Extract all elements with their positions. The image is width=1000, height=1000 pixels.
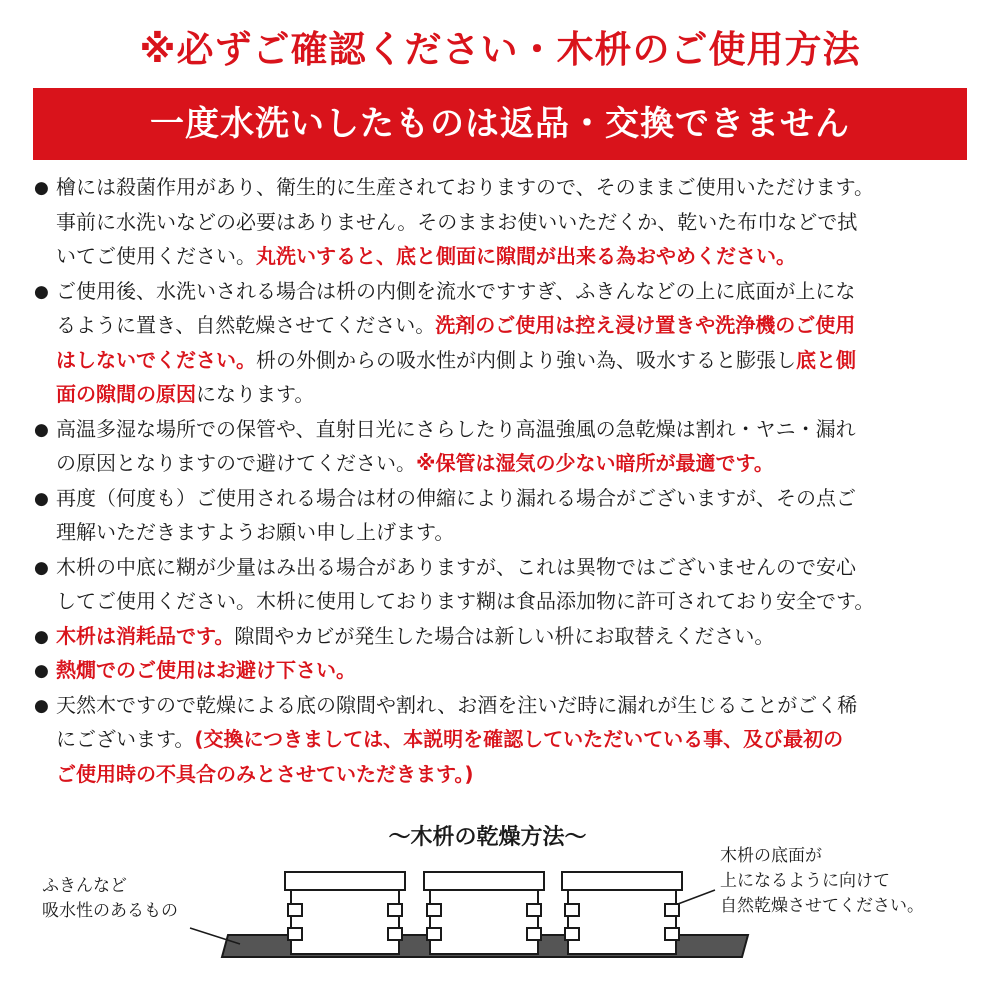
paragraph-line [34, 722, 970, 757]
body-text: 天然木ですので乾燥による底の隙間や割れ、お酒を注いだ時に漏れが生じることがごく稀 [56, 692, 858, 717]
warning-banner: 一度水洗いしたものは返品・交換できません [33, 88, 967, 160]
body-text: いてご使用ください。 [56, 244, 256, 268]
bullet-icon: ● [34, 557, 49, 578]
paragraph-line [34, 412, 970, 447]
bullet-icon: ● [34, 281, 49, 302]
bullet-icon: ● [34, 178, 49, 198]
masu-box-2 [424, 872, 544, 954]
body-text: 檜には殺菌作用があり、衛生的に生産されておりますので、そのままご使用いただけます。 [56, 175, 874, 199]
emphasis-text: 底と側 [796, 347, 856, 372]
body-text: してご使用ください。木枡に使用しております糊は食品添加物に許可されており安全です。 [56, 589, 875, 613]
body-text: の原因となりますので避けてください。 [56, 451, 416, 475]
paragraph-line [34, 550, 970, 585]
bullet-icon: ● [34, 661, 49, 681]
cloth-label-line: ふきんなど [42, 876, 127, 896]
paragraph-line [34, 653, 970, 688]
body-text: 木枡の中底に糊が少量はみ出る場合がありますが、これは異物ではございませんので安心 [56, 554, 856, 579]
page-title: ※必ずご確認ください・木枡のご使用方法 [139, 28, 861, 71]
emphasis-text: 木枡は消耗品です。 [56, 623, 235, 648]
body-text: 枡の外側からの吸水性が内側より強い為、吸水すると膨張し [256, 347, 796, 372]
box-label [720, 844, 924, 919]
instructions-body [34, 170, 970, 791]
paragraph-line [34, 584, 970, 619]
bullet-icon: ● [34, 626, 49, 647]
emphasis-text: (交換につきましては、本説明を確認していただいている事、及び最初の [194, 727, 844, 751]
paragraph-line [34, 377, 970, 412]
masu-box-3 [562, 872, 682, 954]
bullet-icon: ● [34, 419, 49, 440]
emphasis-text: 丸洗いすると、底と側面に隙間が出来る為おやめください。 [256, 244, 796, 268]
masu-box-1 [285, 872, 405, 954]
box-label-line: 木枡の底面が [720, 846, 822, 866]
emphasis-text: 熱燗でのご使用はお避け下さい。 [56, 658, 356, 682]
emphasis-text: はしないでください。 [56, 347, 256, 372]
paragraph-line [34, 688, 970, 723]
bullet-icon: ● [34, 488, 49, 509]
box-label-line: 上になるように向けて [720, 871, 890, 891]
paragraph-line [34, 170, 970, 205]
emphasis-text: ご使用時の不具合のみとさせていただきます。) [56, 761, 474, 786]
body-text: ご使用後、水洗いされる場合は枡の内側を流水ですすぎ、ふきんなどの上に底面が上にな [56, 278, 856, 303]
diagram-title: 〜木枡の乾燥方法〜 [388, 825, 587, 850]
bullet-icon: ● [34, 695, 49, 716]
body-text: 事前に水洗いなどの必要はありません。そのままお使いいただくか、乾いた布巾などで拭 [56, 209, 858, 234]
paragraph-line [34, 239, 970, 274]
body-text: 理解いただきますようお願い申し上げます。 [56, 520, 455, 544]
paragraph-line [34, 757, 970, 792]
body-text: 隙間やカビが発生した場合は新しい枡にお取替えください。 [234, 623, 775, 648]
body-text: になります。 [196, 382, 315, 406]
paragraph-line [34, 515, 970, 550]
paragraph-line [34, 481, 970, 516]
body-text: 高温多湿な場所での保管や、直射日光にさらしたり高温強風の急乾燥は割れ・ヤニ・漏れ [56, 416, 856, 441]
body-text: にございます。 [56, 727, 195, 751]
paragraph-line [34, 619, 970, 654]
emphasis-text: 面の隙間の原因 [56, 382, 196, 406]
paragraph-line [34, 343, 970, 378]
paragraph-line [34, 308, 970, 343]
drying-diagram [0, 810, 1000, 1000]
cloth-label-line: 吸水性のあるもの [42, 901, 178, 921]
body-text: るように置き、自然乾燥させてください。 [56, 313, 436, 337]
paragraph-line [34, 446, 970, 481]
paragraph-line [34, 205, 970, 240]
body-text: 再度（何度も）ご使用される場合は材の伸縮により漏れる場合がございますが、その点ご [56, 485, 856, 510]
cloth-label [42, 874, 178, 924]
emphasis-text: 洗剤のご使用は控え浸け置きや洗浄機のご使用 [435, 313, 856, 337]
emphasis-text: ※保管は湿気の少ない暗所が最適です。 [416, 451, 774, 475]
paragraph-line [34, 274, 970, 309]
box-label-line: 自然乾燥させてください。 [720, 896, 924, 916]
